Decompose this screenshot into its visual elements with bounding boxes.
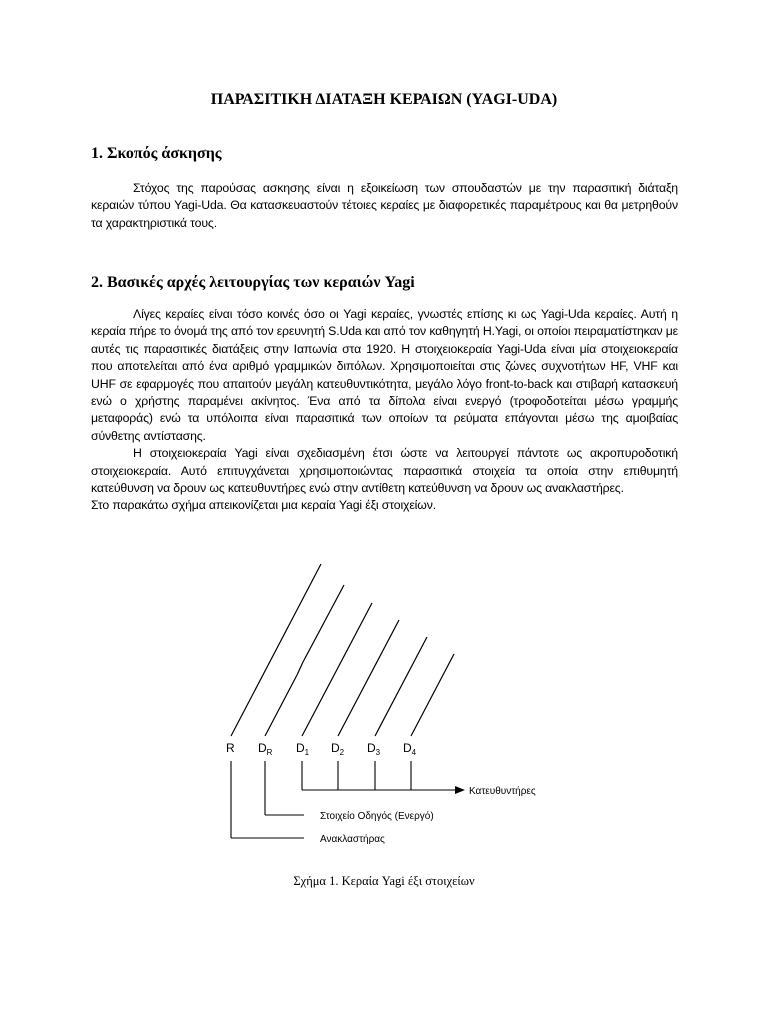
section-2-paragraph-1: Λίγες κεραίες είναι τόσο κοινές όσο οι Yagi κεραίες, γνωστές επίσης κι ως Yagi-Uda κεραίες. Αυτή η κεραία πήρε το όνομά της από τον ερευνητή S.Uda και από τον καθηγητή H.Yagi, οι οποίοι πειραματίστηκαν με αυτές τις παρασιτικές διατάξεις στην Ιαπωνία στα 1920. Η στοιχειοκεραία Yagi-Uda είναι μία στοιχειοκεραία που αποτελείται από ένα αριθμό γραμμικών διπόλων. Χρησιμοποιείται στις ζώνες συχνοτήτων HF, VHF και UHF σε εφαρμογές που απαιτούν μεγάλη κατευθυντικότητα, μεγάλο λόγο front-to-back και στιβαρή κατασκευή ενώ ο χρήστης παραμένει ακίνητος. Ένα από τα δίπολα είναι ενεργό (τροφοδοτείται μέσω γραμμής μεταφοράς) ενώ τα υπόλοιπα είναι παρασιτικά των οποίων τα ρεύματα επάγονται μέσω της αμοιβαίας σύνθετης αντίστασης. (91, 307, 678, 443)
director-2-element (338, 620, 399, 736)
director-4-element (411, 654, 454, 736)
director-1-element (302, 603, 372, 736)
callout-lines (231, 761, 455, 838)
document-title: ΠΑΡΑΣΙΤΙΚΗ ΔΙΑΤΑΞΗ ΚΕΡΑΙΩΝ (YAGI-UDA) (210, 91, 558, 108)
section-2-heading: 2. Βασικές αρχές λειτουργίας των κεραιών Yagi (91, 274, 415, 291)
section-2-paragraph-3: Στο παρακάτω σχήμα απεικονίζεται μια κεραία Yagi έξι στοιχείων. (91, 498, 436, 513)
reflector-label: R (226, 741, 235, 755)
director-3-label: $D_3$ (367, 741, 381, 757)
reflector-element (231, 564, 321, 736)
antenna-elements (231, 564, 454, 736)
section-2-paragraph-2: Η στοιχειοκεραία Yagi είναι σχεδιασμένη έτσι ώστε να λειτουργεί πάντοτε ως ακροπυροδοτική στοιχειοκεραία. Αυτό επιτυγχάνεται χρησιμοποιώντας παρασιτικά στοιχεία τα οποία στην επιθυμητή κατεύθυνση να δρουν ως κατευθυντήρες ενώ στην αντίθετη κατεύθυνση να δρουν ως ανακλαστήρες. (91, 446, 678, 496)
director-1-label: $D_1$ (296, 741, 310, 757)
reflector-callout-label: Ανακλαστήρας (320, 834, 385, 845)
driver-element-upper (303, 585, 344, 662)
section-1-heading: 1. Σκοπός άσκησης (91, 145, 222, 162)
director-2-label: $D_2$ (331, 741, 345, 757)
section-1-paragraph-1: Στόχος της παρούσας ασκησης είναι η εξοικείωση των σπουδαστών με την παρασιτική διάταξη κεραιών τύπου Yagi-Uda. Θα κατασκευαστούν τέτοιες κεραίες με διαφορετικές παραμέτρους και θα μετρηθούν τα χαρακτηριστικά τους. (91, 181, 678, 230)
directors-arrowhead (455, 786, 465, 794)
driver-callout-label: Στοιχείο Οδηγός (Ενεργό) (320, 811, 434, 822)
driver-feed-gap (297, 662, 303, 675)
director-4-label: $D_4$ (403, 741, 417, 757)
driver-element-lower (265, 675, 297, 736)
driver-label: $D_R$ (258, 741, 273, 757)
directors-callout-label: Κατευθυντήρες (469, 786, 536, 797)
figure-caption: Σχήμα 1. Κεραία Yagi έξι στοιχείων (293, 874, 475, 888)
callout-labels (320, 785, 536, 845)
element-labels (226, 741, 417, 757)
